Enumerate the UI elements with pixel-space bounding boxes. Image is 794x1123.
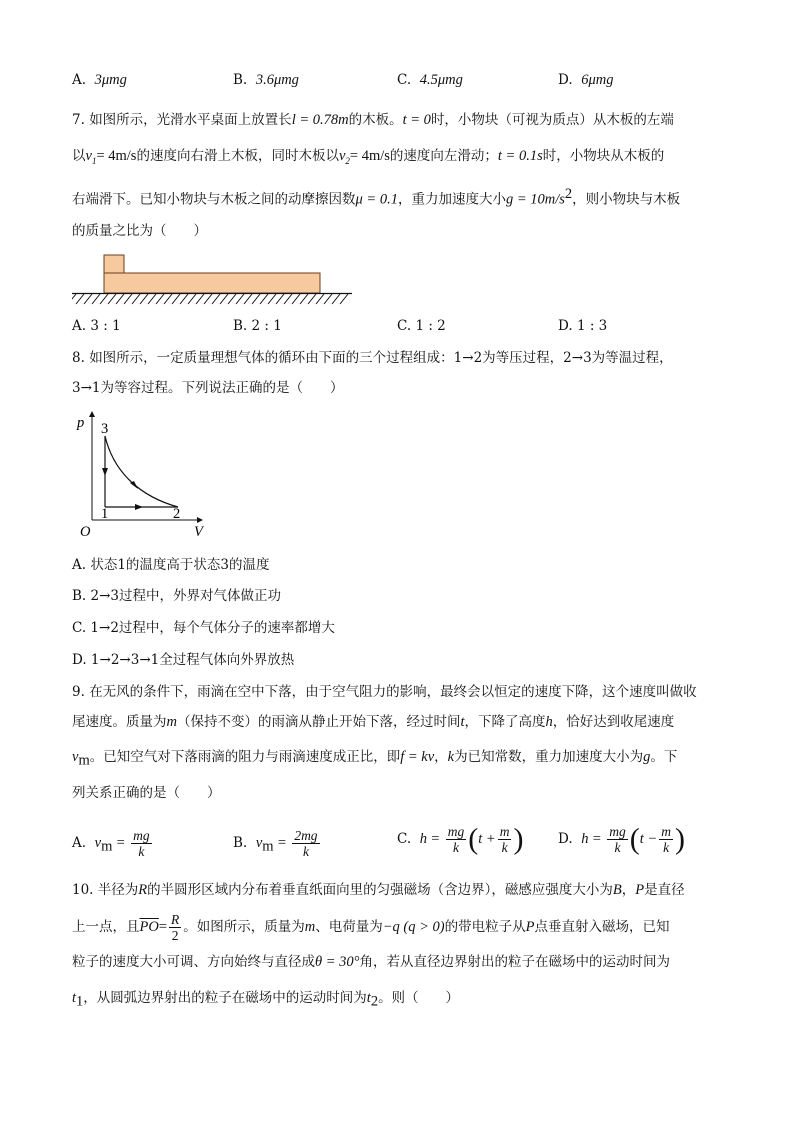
ground-hatching — [72, 294, 348, 304]
q7-option-d[interactable]: D. 1 : 3 — [558, 318, 608, 334]
q8-pv-diagram — [72, 410, 212, 540]
q9-option-c[interactable]: C. h = $\frac{mg}{k}$ (t + $\frac{m}{k}$ ) — [397, 822, 524, 856]
process-2-3 — [105, 436, 178, 507]
fraction-r-over-2: $\frac{R}{2}$ — [171, 912, 180, 943]
q7-line-4: 的质量之比为（ ） — [72, 223, 207, 239]
q9-line-1: 9. 在无风的条件下，雨滴在空中下落，由于空气阻力的影响，最终会以恒定的速度下降，这个速度叫做收 — [72, 684, 697, 700]
q6-option-b[interactable]: B. 3.6μmg — [233, 72, 299, 88]
arrow-1-2 — [135, 504, 143, 510]
v-axis-label: V — [194, 524, 203, 540]
q7-line-1: 7. 如图所示，光滑水平桌面上放置长l = 0.78m的木板。t = 0时，小物块（可视为质点）从木板的左端 — [72, 112, 674, 128]
origin-label: O — [80, 524, 91, 540]
fraction: $\frac{2mg}{k}$ — [294, 828, 318, 859]
q9-line-3: $v_m$。已知空气对下落雨滴的阻力与雨滴速度成正比，即f = kv，k为已知常数，重力加速度大小为g。下 — [72, 749, 678, 769]
arrow-3-1 — [102, 468, 108, 476]
q7-option-b[interactable]: B. 2 : 1 — [233, 318, 282, 334]
q7-line-2: 以$v_1= 4m/s$的速度向右滑上木板，同时木板以$v_2= 4m/s$的速度向左滑动；t = 0.1s时，小物块从木板的 — [72, 148, 665, 166]
q8-option-a[interactable]: A. 状态1的温度高于状态3的温度 — [72, 557, 270, 573]
p-axis-label: p — [77, 415, 85, 431]
fraction: $\frac{mg}{k}$ — [133, 828, 150, 859]
inner-fraction: $\frac{m}{k}$ — [499, 824, 510, 855]
q7-option-a[interactable]: A. 3 : 1 — [72, 318, 121, 334]
q9-option-a[interactable]: A. $v_m$ = $\frac{mg}{k}$ — [72, 828, 150, 859]
fraction: $\frac{mg}{k}$ — [609, 824, 626, 855]
q9-line-4: 列关系正确的是（ ） — [72, 785, 221, 801]
q7-line-3: 右端滑下。已知小物块与木板之间的动摩擦因数μ = 0.1，重力加速度大小$g = 10m/s^2$，则小物块与木板 — [72, 186, 681, 208]
q9-option-d[interactable]: D. h = $\frac{mg}{k}$ (t − $\frac{m}{k}$ ) — [558, 822, 685, 856]
q10-line-2: 上一点，且$\overline{PO}=$ $\frac{R}{2}$ 。如图所示，质量为m、电荷量为−q (q > 0)的带电粒子从P点垂直射入磁场，已知 — [72, 912, 670, 943]
q6-option-c[interactable]: C. 4.5μmg — [397, 72, 463, 88]
q6-option-d[interactable]: D. 6μmg — [558, 72, 614, 88]
small-block — [104, 255, 124, 273]
q8-option-b[interactable]: B. 2→3过程中，外界对气体做正功 — [72, 588, 281, 604]
state-2-label: 2 — [173, 506, 181, 522]
q10-line-1: 10. 半径为R的半圆形区域内分布着垂直纸面向里的匀强磁场（含边界），磁感应强度大小为B，P是直径 — [72, 882, 685, 898]
fraction: $\frac{mg}{k}$ — [447, 824, 465, 855]
q8-option-d[interactable]: D. 1→2→3→1全过程气体向外界放热 — [72, 652, 295, 668]
q6-option-a[interactable]: A. 3μmg — [72, 72, 127, 88]
state-3-label: 3 — [101, 421, 109, 437]
q9-option-b[interactable]: B. $v_m$ = $\frac{2mg}{k}$ — [233, 828, 318, 859]
state-1-label: 1 — [101, 506, 109, 522]
q7-figure — [72, 252, 354, 308]
q8-line-2: 3→1为等容过程。下列说法正确的是（ ） — [72, 380, 344, 396]
q10-line-4: $t_1$，从圆弧边界射出的粒子在磁场中的运动时间为$t_2$。则（ ） — [72, 990, 460, 1010]
q8-option-c[interactable]: C. 1→2过程中，每个气体分子的速率都增大 — [72, 620, 335, 636]
inner-fraction: $\frac{m}{k}$ — [661, 824, 671, 855]
wooden-board — [104, 273, 320, 293]
q7-option-c[interactable]: C. 1 : 2 — [397, 318, 446, 334]
q9-line-2: 尾速度。质量为m（保持不变）的雨滴从静止开始下落，经过时间t，下降了高度h，恰好达到收尾速度 — [72, 714, 675, 730]
q10-line-3: 粒子的速度大小可调、方向始终与直径成θ = 30°角，若从直径边界射出的粒子在磁场中的运动时间为 — [72, 954, 670, 970]
q8-line-1: 8. 如图所示，一定质量理想气体的循环由下面的三个过程组成：1→2为等压过程，2→3为等温过程， — [72, 350, 673, 366]
